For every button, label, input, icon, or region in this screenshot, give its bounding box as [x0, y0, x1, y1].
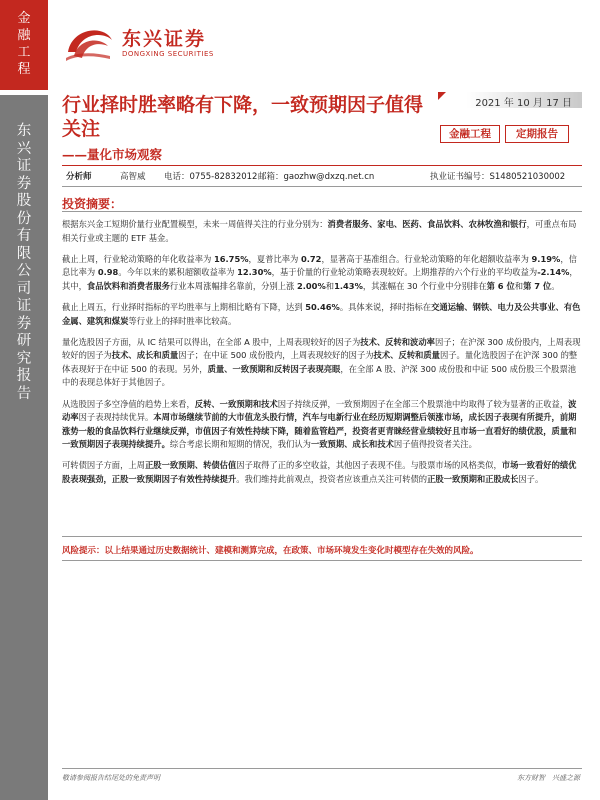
highlight-run: 0.72 — [300, 253, 322, 264]
highlight-run: -2.14% — [537, 267, 570, 278]
text-run: ，其中， — [62, 267, 578, 291]
analyst-name: 高智威 — [120, 172, 146, 182]
highlight-run: 食品饮料和消费者服务 — [86, 280, 170, 291]
text-run: 截止上周五，行业择时指标的平均胜率与上期相比略有下降，达到 — [62, 301, 306, 312]
report-date: 2021 年 10 月 17 日 — [475, 98, 572, 109]
text-run: 因子。量化选股因子在沪深 300 的整体表现好于在中证 500 的表现。另外， — [62, 350, 578, 374]
sidebar-category-block — [0, 0, 48, 90]
highlight-run: 16.75% — [213, 253, 249, 264]
text-run: 量化选股因子方面，从 IC 结果可以得出，在全部 A 股中，上周表现较好的因子为 — [62, 336, 361, 347]
dongxing-logo-mark-icon — [64, 22, 116, 62]
tag-financial-engineering: 金融工程 — [440, 125, 500, 143]
text-run: 因子表现持续优异。 — [78, 412, 154, 423]
highlight-run: 质量、一致预期和反转因子表现亮眼 — [207, 363, 341, 374]
report-subtitle: ——量化市场观察 — [62, 147, 163, 162]
text-run: 。 — [551, 280, 560, 291]
text-run: 等行业上的择时胜率比较高。 — [128, 315, 237, 326]
tag-periodic-report: 定期报告 — [505, 125, 569, 143]
text-run: ，在全部 A 股、沪深 300 成份股和中证 500 成份股三个股票池中的表现总体好于其他因子。 — [62, 363, 577, 388]
sidebar-category-label: 金融工程 — [17, 11, 31, 77]
text-run: 因子。 — [518, 474, 544, 484]
text-run: 。具体来说，择时指标在 — [339, 301, 432, 312]
highlight-run: 本周市场继续节前的大市值龙头股行情，汽车与电新行业在经历短期调整后领涨市场，成长因子表现有所提升，前期涨势一般的食品饮料行业继续反弹，市值因子有效性持续下降，随着监管趋严，投资者更青睐经营业绩较好且市场一直看好的绩优股，质量和一致预期因子表现持续提升。 — [62, 412, 577, 450]
text-run: 。今年以来的累积超额收益率为 — [118, 267, 238, 278]
highlight-run: 9.19% — [531, 253, 561, 264]
sidebar — [0, 0, 48, 800]
text-run: ，可重点布局相关行业或主题的 ETF 基金。 — [62, 219, 577, 243]
risk-warning: 风险提示：以上结果通过历史数据统计、建模和测算完成，在政策、市场环境发生变化时模型存在失效的风险。 — [62, 546, 479, 556]
summary-body — [62, 218, 582, 494]
highlight-run: 消费者服务、家电、医药、食品饮料、农林牧渔和银行 — [327, 219, 527, 229]
highlight-run: 波动率 — [62, 398, 577, 423]
highlight-run: 市场一致看好的绩优股表现强劲，正股一致预期因子有效性持续提升 — [62, 460, 577, 484]
sidebar-company-block — [0, 95, 48, 800]
highlight-run: 12.30% — [237, 267, 272, 278]
text-run: 因子；在沪深 300 成份股内，上周表现较好的因子为 — [62, 336, 581, 361]
highlight-run: 技术、反转和质量 — [373, 350, 440, 361]
text-run: 因子取得了正的多空收益，其他因子表现不佳。与股票市场的风格类似， — [236, 460, 502, 471]
text-run: 可转债因子方面，上周 — [62, 460, 145, 471]
highlight-run: 2.00% — [296, 280, 326, 291]
summary-paragraph — [62, 336, 582, 390]
text-run: 因子持续反弹，一致预期因子在全部三个股票池中均取得了较为显著的正收益， — [277, 398, 569, 409]
summary-paragraph — [62, 301, 582, 328]
footer-divider — [62, 768, 582, 769]
highlight-run: 交通运输、钢铁、电力及公共事业、有色金属、建筑和煤炭 — [62, 301, 581, 326]
date-corner-mark — [438, 92, 446, 100]
highlight-run: 50.46% — [305, 301, 340, 312]
report-title: 行业择时胜率略有下降，一致预期因子值得关注 — [62, 94, 424, 140]
analyst-bottom-divider — [62, 186, 582, 187]
text-run: ，信息比率为 — [62, 253, 577, 278]
summary-heading: 投资摘要： — [62, 197, 123, 211]
analyst-row — [62, 168, 582, 184]
summary-paragraph — [62, 218, 582, 245]
highlight-run: 0.98 — [97, 267, 119, 278]
text-run: 因子；在中证 500 成份股内，上周表现较好的因子为 — [178, 350, 374, 361]
highlight-run: 反转、一致预期和技术 — [194, 398, 278, 409]
text-run: 和 — [325, 280, 335, 291]
highlight-run: 正股一致预期、转债估值 — [144, 460, 237, 471]
summary-paragraph — [62, 398, 582, 452]
text-run: ，显著高于基准组合。行业轮动策略的年化超额收益率为 — [321, 253, 532, 264]
text-run: 综合考虑长期和短期的情况，我们认为 — [169, 439, 311, 450]
analyst-label: 分析师 — [66, 172, 92, 182]
text-run: 行业本周涨幅排名靠前，分别上涨 — [169, 280, 297, 291]
text-run: 。我们维持此前观点，投资者应该重点关注可转债的 — [236, 474, 428, 484]
risk-bottom-divider — [62, 560, 582, 561]
summary-paragraph — [62, 253, 582, 294]
sidebar-company-label: 东兴证券股份有限公司证券研究报告 — [16, 123, 32, 402]
text-run: ，其涨幅在 30 个行业中分别排在 — [362, 280, 487, 291]
text-run: 根据东兴金工短期价量行业配置模型，未来一周值得关注的行业分别为： — [62, 219, 328, 229]
footer-disclaimer: 敬请参阅报告结尾处的免责声明 — [62, 774, 160, 782]
text-run: 因子值得投资者关注。 — [393, 439, 477, 450]
footer-slogan: 东方财智 兴盛之源 — [517, 774, 580, 782]
analyst-phone: 电话：0755-82832012 — [164, 172, 258, 182]
highlight-run: 技术、反转和波动率 — [360, 336, 435, 347]
logo-en-text: DONGXING SECURITIES — [122, 50, 214, 58]
highlight-run: 1.43% — [334, 280, 363, 291]
text-run: ，基于价量的行业轮动策略表现较好。上期推荐的六个行业的平均收益为 — [271, 267, 538, 278]
company-logo — [64, 22, 234, 64]
highlight-run: 第 6 位 — [486, 280, 515, 291]
highlight-run: 正股一致预期和正股成长 — [427, 474, 519, 484]
risk-top-divider — [62, 536, 582, 537]
text-run: 和 — [514, 280, 524, 291]
analyst-top-divider — [62, 165, 582, 166]
highlight-run: 一致预期、成长和技术 — [310, 439, 394, 450]
summary-heading-divider — [62, 211, 582, 212]
highlight-run: 技术、成长和质量 — [111, 350, 179, 361]
report-date-bar — [438, 92, 582, 108]
logo-cn-text: 东兴证券 — [122, 28, 207, 50]
text-run: 截止上周，行业轮动策略的年化收益率为 — [62, 253, 214, 264]
analyst-cert: 执业证书编号：S1480521030002 — [430, 172, 566, 182]
highlight-run: 第 7 位 — [523, 280, 552, 291]
text-run: ，夏普比率为 — [248, 253, 301, 264]
summary-paragraph — [62, 459, 582, 486]
analyst-email: 邮箱：gaozhw@dxzq.net.cn — [258, 172, 375, 182]
text-run: 从选股因子多空净值的趋势上来看， — [62, 398, 195, 409]
